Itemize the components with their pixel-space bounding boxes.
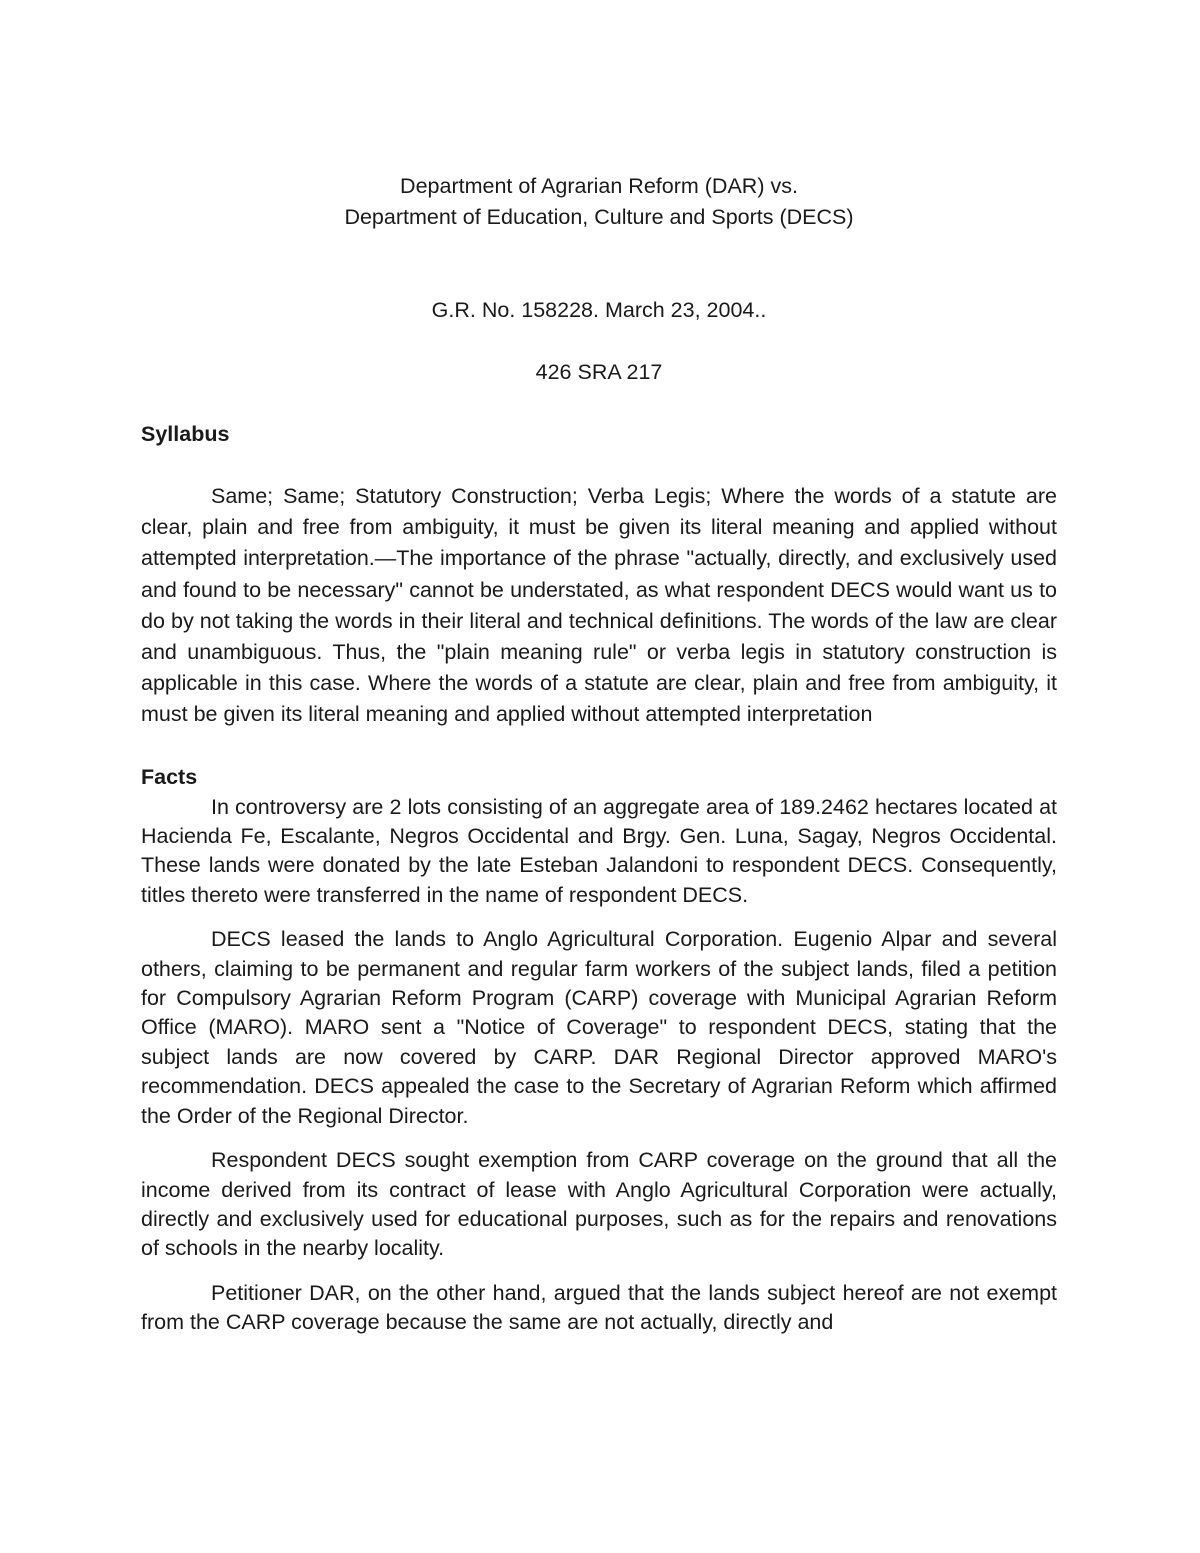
facts-paragraph-2: DECS leased the lands to Anglo Agricultural Corporation. Eugenio Alpar and several others, claiming to be permanent and regular farm workers of the subject lands, filed a petition for Compulsory Agrarian Reform Program (CARP) coverage with Municipal Agrarian Reform Office (MARO). MARO sent a "Notice of Coverage" to respondent DECS, stating that the subject lands are now covered by CARP. DAR Regional Director approved MARO's recommendation. DECS appealed the case to the Secretary of Agrarian Reform which affirmed the Order of the Regional Director. bbox=[141, 927, 1057, 1128]
syllabus-heading: Syllabus bbox=[141, 422, 230, 446]
syllabus-paragraph: Same; Same; Statutory Construction; Verba Legis; Where the words of a statute are clear, plain and free from ambiguity, it must be given its literal meaning and applied without attempted interpretation.—The importance of the phrase "actually, directly, and exclusively used and found to be necessary" cannot be understated, as what respondent DECS would want us to do by not taking the words in their literal and technical definitions. The words of the law are clear and unambiguous. Thus, the "plain meaning rule" or verba legis in statutory construction is applicable in this case. Where the words of a statute are clear, plain and free from ambiguity, it must be given its literal meaning and applied without attempted interpretation bbox=[141, 484, 1057, 727]
facts-paragraph-1: In controversy are 2 lots consisting of an aggregate area of 189.2462 hectares located at Hacienda Fe, Escalante, Negros Occidental and Brgy. Gen. Luna, Sagay, Negros Occidental. These lands were donated by the late Esteban Jalandoni to respondent DECS. Consequently, titles thereto were transferred in the name of respondent DECS. bbox=[141, 794, 1057, 907]
case-title-line-2: Department of Education, Culture and Sports (DECS) bbox=[344, 205, 854, 229]
scra-citation: 426 SRA 217 bbox=[535, 360, 663, 384]
facts-heading: Facts bbox=[141, 764, 198, 789]
facts-paragraph-3: Respondent DECS sought exemption from CARP coverage on the ground that all the income derived from its contract of lease with Anglo Agricultural Corporation were actually, directly and exclusively used for educational purposes, such as for the repairs and renovations of schools in the nearby locality. bbox=[141, 1148, 1057, 1261]
case-title bbox=[141, 171, 1057, 233]
facts-paragraph-4: Petitioner DAR, on the other hand, argued that the lands subject hereof are not exempt from the CARP coverage because the same are not actually, directly and bbox=[141, 1280, 1057, 1335]
gr-number: G.R. No. 158228. March 23, 2004.. bbox=[431, 298, 767, 322]
case-title-line-1: Department of Agrarian Reform (DAR) vs. bbox=[400, 174, 798, 198]
document-content bbox=[141, 171, 1057, 1338]
